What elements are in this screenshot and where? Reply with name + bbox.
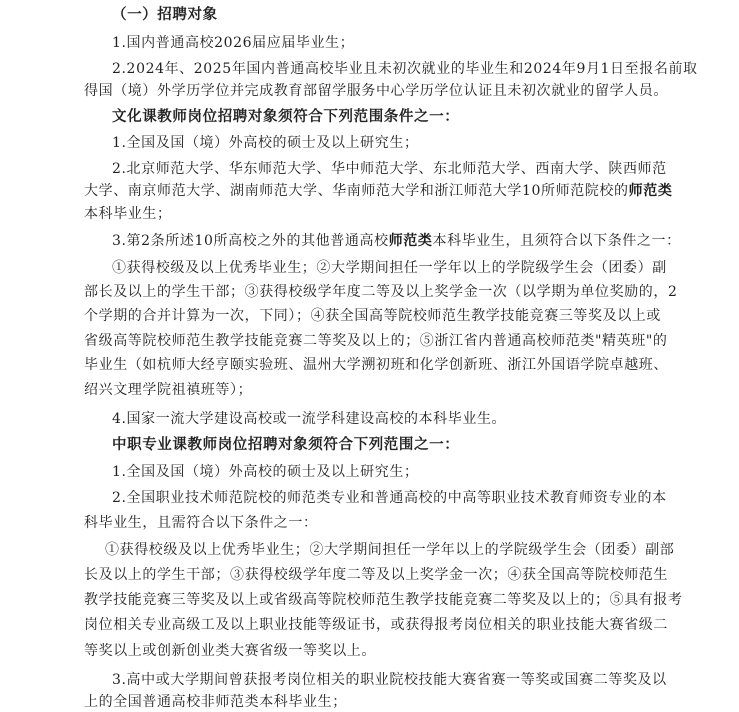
vocational-condition-line: ①获得校级及以上优秀毕业生；②大学期间担任一学年以上的学院级学生会（团委）副部 [105, 542, 675, 558]
culture-condition-line: ①获得校级及以上优秀毕业生；②大学期间担任一学年以上的学院级学生会（团委）副 [112, 260, 667, 276]
vocational-item-1: 1.全国及国（境）外高校的硕士及以上研究生； [112, 464, 419, 480]
paragraph-1: 1.国内普通高校2026届应届毕业生； [112, 35, 355, 51]
vocational-condition-line: 教学技能竞赛三等奖及以上或省级高等院校师范生教学技能竞赛二等奖及以上的；⑤具有报考 [84, 592, 683, 608]
vocational-item-3-line-2: 上的全国普通高校非师范类本科毕业生； [84, 694, 347, 710]
culture-condition-line: 个学期的合并计算为一次，下同）；④获全国高等院校师范生教学技能竞赛三等奖及以上或 [84, 308, 661, 324]
vocational-item-2-line-1: 2.全国职业技术师范院校的师范类专业和普通高校的中高等职业技术教育师资专业的本 [112, 490, 667, 506]
culture-item-2-line-3: 本科毕业生； [84, 206, 172, 222]
vocational-condition-line: 岗位相关专业高级工及以上职业技能等级证书，或获得报考岗位相关的职业技能大赛省级二 [84, 617, 668, 633]
vocational-item-2-line-2: 科毕业生，且需符合以下条件之一： [84, 515, 318, 531]
paragraph-2-line-1: 2.2024年、2025年国内普通高校毕业且未初次就业的毕业生和2024年9月1日至报名前取 [112, 61, 698, 77]
culture-heading: 文化课教师岗位招聘对象须符合下列范围条件之一： [112, 108, 460, 125]
culture-item-3-pre: 3.第2条所述10所高校之外的其他普通高校 [112, 233, 389, 249]
paragraph-2-line-2: 得国（境）外学历学位并完成教育部留学服务中心学历学位认证且未初次就业的留学人员。 [84, 83, 668, 99]
culture-item-1: 1.全国及国（境）外高校的硕士及以上研究生； [112, 135, 419, 151]
vocational-item-3-line-1: 3.高中或大学期间曾获报考岗位相关的职业院校技能大赛省赛一等奖或国赛二等奖及以 [112, 672, 667, 688]
vocational-condition-line: 等奖以上或创新创业类大赛省级一等奖以上。 [84, 643, 376, 659]
culture-condition-line: 省级高等院校师范生教学技能竞赛二等奖及以上的；⑤浙江省内普通高校师范类"精英班"的 [84, 333, 668, 349]
vocational-condition-line: 长及以上的学生干部；③获得校级学年度二等及以上奖学金一次；④获全国高等院校师范生 [84, 567, 668, 583]
culture-item-4: 4.国家一流大学建设高校或一流学科建设高校的本科毕业生。 [112, 411, 507, 427]
culture-item-3-emphasis: 师范类 [388, 233, 433, 249]
culture-condition-line: 绍兴文理学院祖禛班等）； [84, 382, 253, 398]
culture-item-3-post: 本科毕业生，且须符合以下条件之一： [432, 233, 681, 249]
culture-item-2-line-2 [84, 182, 672, 200]
culture-item-2-line-1: 2.北京师范大学、华东师范大学、华中师范大学、东北师范大学、西南大学、陕西师范 [112, 161, 667, 177]
culture-item-2-line-2-text: 大学、南京师范大学、湖南师范大学、华南师范大学和浙江师范大学10所师范院校的 [84, 183, 629, 199]
culture-condition-line: 毕业生（如杭师大经亨颐实验班、温州大学溯初班和化学创新班、浙江外国语学院卓越班、 [84, 357, 668, 373]
vocational-heading: 中职专业课教师岗位招聘对象须符合下列范围之一： [112, 436, 460, 453]
culture-item-3 [112, 232, 681, 250]
normal-category-emphasis: 师范类 [628, 183, 673, 199]
culture-condition-line: 部长及以上的学生干部；③获得校级学年度二等及以上奖学金一次（以学期为单位奖励的，2 [84, 284, 678, 300]
section-title: （一）招聘对象 [112, 6, 218, 23]
